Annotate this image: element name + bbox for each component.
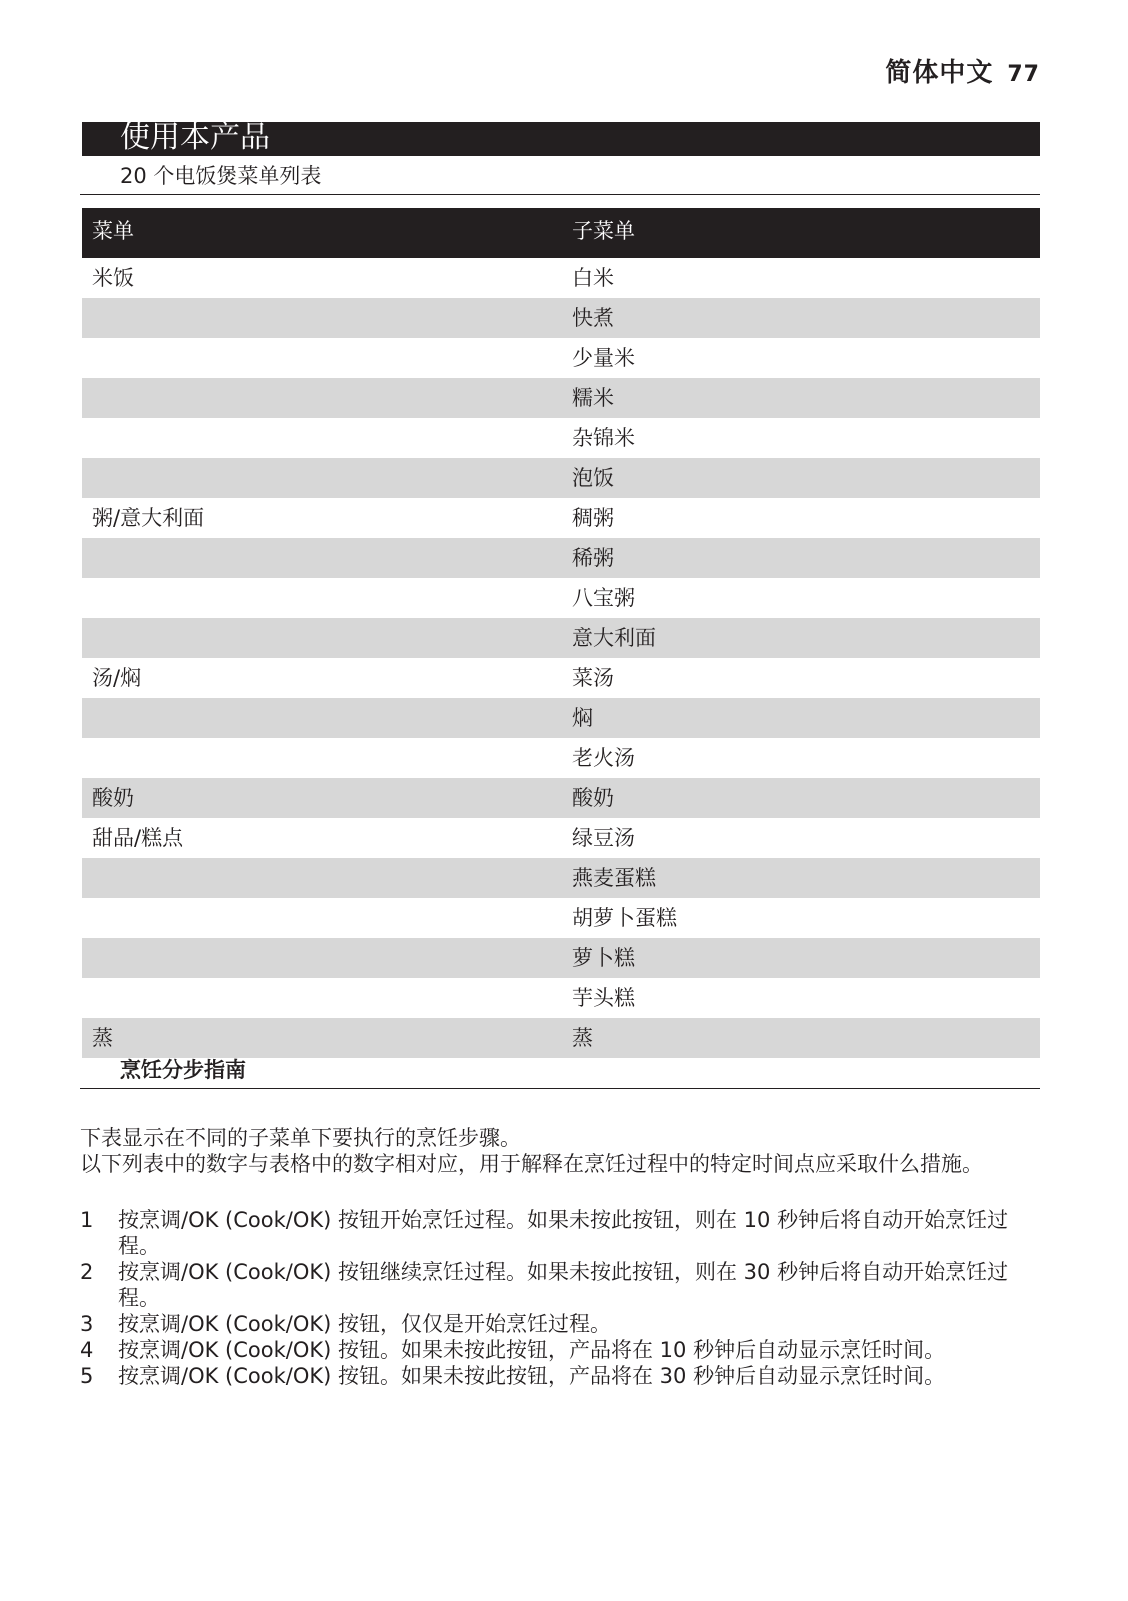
page-header — [0, 52, 1040, 89]
menu-cell — [82, 538, 562, 578]
menu-cell — [82, 338, 562, 378]
intro-paragraph: 下表显示在不同的子菜单下要执行的烹饪步骤。 — [80, 1126, 521, 1150]
submenu-cell: 燕麦蛋糕 — [562, 858, 1040, 898]
table-row — [82, 898, 1040, 938]
menu-cell — [82, 698, 562, 738]
table-row — [82, 658, 1040, 698]
table-row — [82, 978, 1040, 1018]
submenu-cell: 老火汤 — [572, 746, 635, 770]
step-item — [80, 1259, 1040, 1311]
menu-cell — [82, 738, 562, 778]
menu-list-heading-text: 20 个电饭煲菜单列表 — [120, 164, 322, 188]
step-text: 按烹调/OK (Cook/OK) 按钮。如果未按此按钮，产品将在 10 秒钟后自动显示烹饪时间。 — [118, 1338, 946, 1362]
menu-cell: 粥/意大利面 — [92, 506, 205, 530]
menu-cell — [82, 458, 562, 498]
menu-cell — [82, 858, 562, 898]
table-header-row — [82, 208, 1040, 258]
submenu-cell: 杂锦米 — [572, 426, 635, 450]
table-row — [82, 858, 1040, 898]
submenu-cell: 快煮 — [562, 298, 1040, 338]
submenu-cell: 萝卜糕 — [562, 938, 1040, 978]
menu-cell — [82, 978, 562, 1018]
submenu-cell: 蒸 — [562, 1018, 1040, 1058]
submenu-cell: 意大利面 — [562, 618, 1040, 658]
step-text: 按烹调/OK (Cook/OK) 按钮继续烹饪过程。如果未按此按钮，则在 30 秒钟后将自动开始烹饪过程。 — [118, 1260, 1009, 1310]
step-number: 3 — [80, 1312, 94, 1336]
intro-paragraph: 以下列表中的数字与表格中的数字相对应，用于解释在烹饪过程中的特定时间点应采取什么措施。 — [80, 1152, 983, 1176]
step-text: 按烹调/OK (Cook/OK) 按钮开始烹饪过程。如果未按此按钮，则在 10 秒钟后将自动开始烹饪过程。 — [118, 1208, 1009, 1258]
submenu-cell: 八宝粥 — [572, 586, 635, 610]
table-row — [82, 938, 1040, 978]
column-header-menu: 菜单 — [82, 208, 562, 258]
column-header-submenu: 子菜单 — [562, 208, 1040, 258]
guide-heading — [80, 1052, 1040, 1089]
menu-cell: 蒸 — [82, 1018, 562, 1058]
menu-cell: 酸奶 — [82, 778, 562, 818]
guide-intro — [80, 1125, 1040, 1177]
submenu-cell: 少量米 — [572, 346, 635, 370]
menu-cell — [82, 418, 562, 458]
submenu-cell: 胡萝卜蛋糕 — [572, 906, 677, 930]
menu-list-heading — [80, 158, 1040, 195]
table-row — [82, 418, 1040, 458]
menu-cell: 米饭 — [92, 266, 134, 290]
step-text: 按烹调/OK (Cook/OK) 按钮。如果未按此按钮，产品将在 30 秒钟后自动显示烹饪时间。 — [118, 1364, 946, 1388]
table-row — [82, 538, 1040, 578]
guide-heading-text: 烹饪分步指南 — [120, 1058, 246, 1082]
submenu-cell: 稠粥 — [572, 506, 614, 530]
menu-table-body — [82, 258, 1040, 1058]
table-row — [82, 698, 1040, 738]
submenu-cell: 泡饭 — [562, 458, 1040, 498]
step-item — [80, 1337, 1040, 1363]
table-row — [82, 618, 1040, 658]
submenu-cell: 糯米 — [562, 378, 1040, 418]
table-row — [82, 338, 1040, 378]
submenu-cell: 焖 — [562, 698, 1040, 738]
table-row — [82, 578, 1040, 618]
menu-cell — [82, 938, 562, 978]
page-number: 77 — [1007, 62, 1040, 87]
table-row — [82, 778, 1040, 818]
submenu-cell: 酸奶 — [562, 778, 1040, 818]
step-number: 5 — [80, 1364, 94, 1388]
menu-cell — [82, 618, 562, 658]
step-item — [80, 1363, 1040, 1389]
table-row — [82, 378, 1040, 418]
table-row — [82, 298, 1040, 338]
table-row — [82, 498, 1040, 538]
section-title-bar — [82, 122, 1040, 156]
menu-cell — [82, 378, 562, 418]
step-number: 2 — [80, 1260, 94, 1284]
section-title: 使用本产品 — [120, 120, 270, 155]
step-number: 1 — [80, 1208, 94, 1232]
menu-table — [82, 208, 1040, 1058]
menu-cell — [82, 298, 562, 338]
step-item — [80, 1311, 1040, 1337]
table-row — [82, 738, 1040, 778]
submenu-cell: 菜汤 — [572, 666, 614, 690]
language-label: 简体中文 — [885, 58, 994, 88]
submenu-cell: 白米 — [572, 266, 614, 290]
menu-cell: 甜品/糕点 — [92, 826, 184, 850]
table-row — [82, 818, 1040, 858]
steps-list — [80, 1207, 1040, 1389]
submenu-cell: 稀粥 — [562, 538, 1040, 578]
step-text: 按烹调/OK (Cook/OK) 按钮，仅仅是开始烹饪过程。 — [118, 1312, 612, 1336]
step-number: 4 — [80, 1338, 94, 1362]
submenu-cell: 芋头糕 — [572, 986, 635, 1010]
menu-cell — [82, 578, 562, 618]
table-row — [82, 458, 1040, 498]
menu-cell: 汤/焖 — [92, 666, 142, 690]
submenu-cell: 绿豆汤 — [572, 826, 635, 850]
table-row — [82, 258, 1040, 298]
menu-cell — [82, 898, 562, 938]
step-item — [80, 1207, 1040, 1259]
